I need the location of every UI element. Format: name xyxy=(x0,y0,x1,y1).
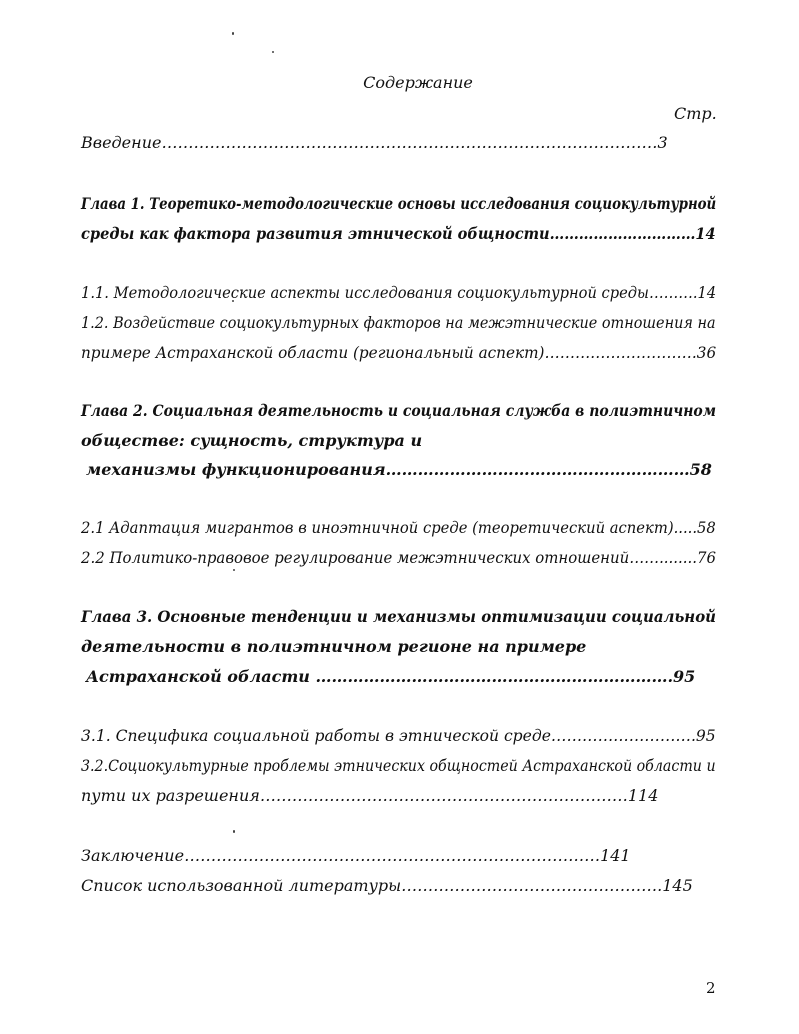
toc-entry-intro: Введение…………………………………………………………………………………3 xyxy=(81,133,668,152)
toc-chapter-3-line-1: Глава 3. Основные тенденции и механизмы оптимизации социальной xyxy=(81,607,717,626)
page-column-label: Стр. xyxy=(674,104,717,123)
scan-speck xyxy=(232,32,234,35)
toc-section-1-2-line-1: 1.2. Воздействие социокультурных факторов на межэтнические отношения на xyxy=(81,313,716,332)
toc-chapter-1-line-1: Глава 1. Теоретико-методологические основы исследования социокультурной xyxy=(81,194,717,213)
toc-section-2-1: 2.1 Адаптация мигрантов в иноэтничной среде (теоретический аспект).....58 xyxy=(81,518,716,537)
toc-section-1-1: 1.1. Методологические аспекты исследования социокультурной среды……….14 xyxy=(81,283,717,302)
toc-section-3-2-line-2: пути их разрешения……………………………………………………………114 xyxy=(81,786,659,805)
toc-chapter-2-line-3: механизмы функционирования…………………………………………………58 xyxy=(86,460,712,479)
page-title: Содержание xyxy=(363,73,473,92)
toc-section-3-2-line-1: 3.2.Социокультурные проблемы этнических общностей Астраханской области и xyxy=(81,756,716,775)
toc-chapter-3-line-2: деятельности в полиэтничном регионе на примере xyxy=(81,637,587,656)
scan-speck xyxy=(233,830,235,833)
toc-chapter-2-line-2: обществе: сущность, структура и xyxy=(81,431,423,450)
toc-entry-references: Список использованной литературы………………………………………….145 xyxy=(81,876,693,895)
toc-chapter-2-line-1: Глава 2. Социальная деятельность и социальная служба в полиэтничном xyxy=(81,401,717,420)
toc-section-1-2-line-2: примере Астраханской области (региональный аспект)…………………………36 xyxy=(81,343,717,362)
scan-speck xyxy=(233,569,235,571)
toc-section-3-1: 3.1. Специфика социальной работы в этнической среде……………………….95 xyxy=(81,726,716,745)
page-number: 2 xyxy=(706,979,716,997)
toc-entry-conclusion: Заключение……………………………………………………………………141 xyxy=(81,846,631,865)
toc-chapter-3-line-3: Астраханской области ………………………………………………………….95 xyxy=(86,667,696,686)
scan-speck xyxy=(272,51,274,53)
toc-chapter-1-line-2: среды как фактора развития этнической общности…………………………14 xyxy=(81,224,716,243)
toc-section-2-2: 2.2 Политико-правовое регулирование межэтнических отношений……........76 xyxy=(81,548,716,567)
